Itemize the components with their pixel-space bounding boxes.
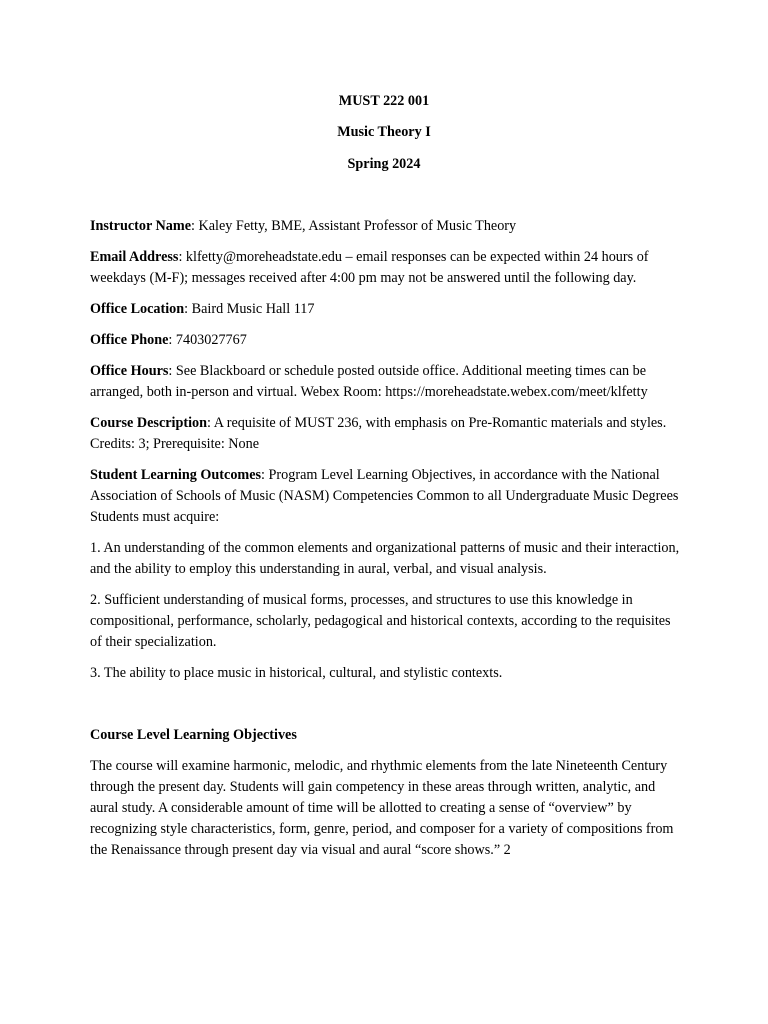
learning-outcomes-label: Student Learning Outcomes (90, 467, 262, 483)
learning-outcomes (90, 465, 680, 528)
office-phone (90, 330, 680, 351)
outcome-item: 3. The ability to place music in historical, cultural, and stylistic contexts. (90, 665, 503, 681)
outcome-item: 1. An understanding of the common elements and organizational patterns of music and their interaction, and the ability to employ this understanding in aural, verbal, and visual analysis. (90, 540, 680, 577)
course-term: Spring 2024 (347, 156, 421, 172)
email-value: : klfetty@moreheadstate.edu – email responses can be expected within 24 hours of weekdays (M-F); messages received after 4:00 pm may not be answered until the following day. (90, 249, 649, 286)
office-phone-label: Office Phone (90, 332, 169, 348)
instructor-name (90, 216, 680, 237)
email-address (90, 247, 680, 289)
course-description (90, 413, 680, 455)
office-hours-value: : See Blackboard or schedule posted outside office. Additional meeting times can be arranged, both in-person and virtual. Webex Room: https://moreheadstate.webex.com/meet/klfetty (90, 363, 648, 400)
office-hours-label: Office Hours (90, 363, 169, 379)
course-description-value: : A requisite of MUST 236, with emphasis on Pre-Romantic materials and styles. Credits: 3; Prerequisite: None (90, 415, 667, 452)
office-location-value: : Baird Music Hall 117 (184, 301, 315, 317)
office-location-label: Office Location (90, 301, 185, 317)
outcome-item: 2. Sufficient understanding of musical forms, processes, and structures to use this knowledge in compositional, performance, scholarly, pedagogical and historical contexts, according to the requisites of their specialization. (90, 592, 671, 650)
course-objectives-text: The course will examine harmonic, melodic, and rhythmic elements from the late Nineteenth Century through the present day. Students will gain competency in these areas through written, analytic, and aural study. A considerable amount of time will be allotted to creating a sense of “overview” by recognizing style characteristics, form, genre, period, and composer for a variety of compositions from the Renaissance through present day via visual and aural “score shows.” 2 (90, 758, 674, 858)
email-label: Email Address (90, 249, 179, 265)
office-hours (90, 361, 680, 403)
instructor-label: Instructor Name (90, 218, 192, 234)
course-description-label: Course Description (90, 415, 208, 431)
course-objectives-heading: Course Level Learning Objectives (90, 727, 297, 743)
syllabus-body (90, 216, 680, 871)
learning-outcomes-value: : Program Level Learning Objectives, in accordance with the National Association of Schools of Music (NASM) Competencies Common to all Undergraduate Music Degrees Students must acquire: (90, 467, 679, 525)
instructor-value: : Kaley Fetty, BME, Assistant Professor of Music Theory (191, 218, 517, 234)
office-phone-value: : 7403027767 (168, 332, 247, 348)
course-code: MUST 222 001 (338, 93, 430, 109)
course-title: Music Theory I (337, 124, 431, 140)
office-location (90, 299, 680, 320)
